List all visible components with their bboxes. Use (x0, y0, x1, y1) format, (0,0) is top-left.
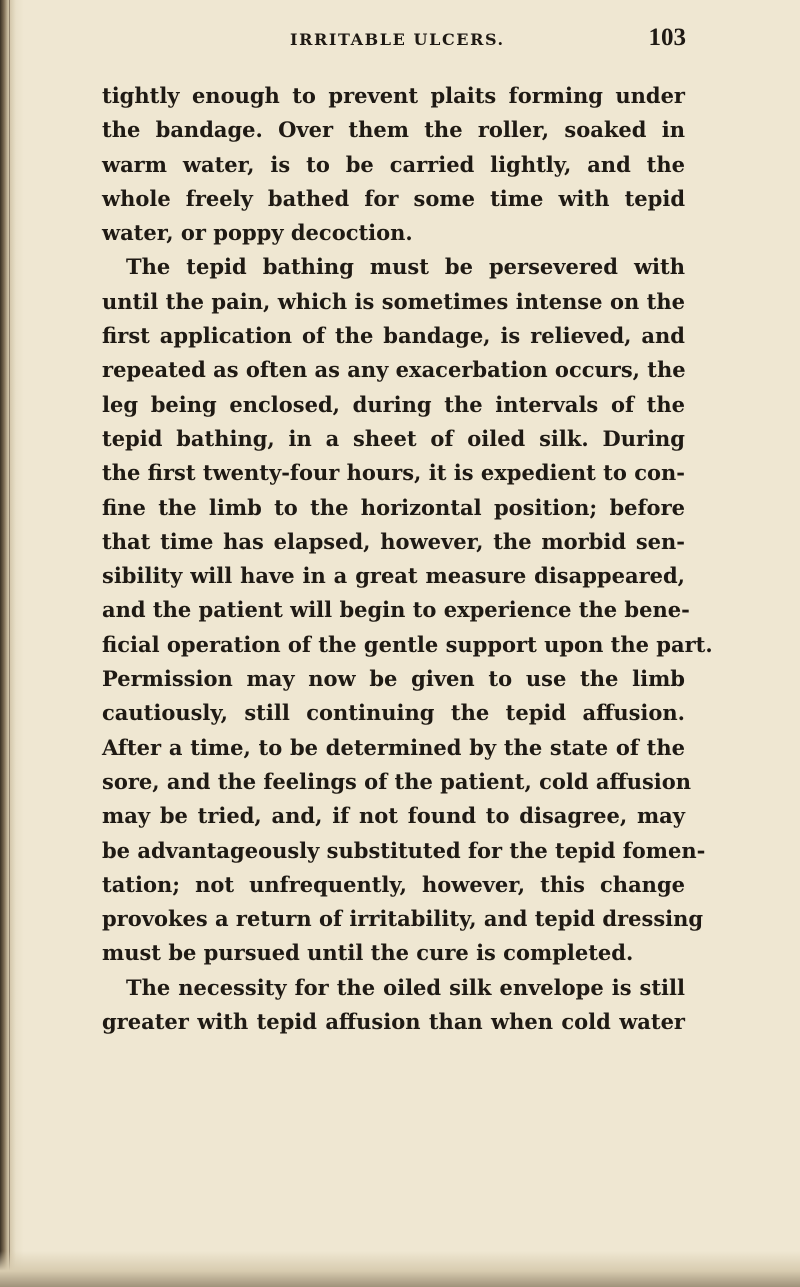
text-line: tightly enough to prevent plaits forming under (102, 83, 685, 108)
text-line: cautiously, still continuing the tepid affusion. (102, 700, 685, 726)
text-line: may be tried, and, if not found to disagree, may (102, 803, 685, 829)
text-line: and the patient will begin to experience the bene- (102, 597, 690, 623)
text-line: The necessity for the oiled silk envelope is still (126, 974, 685, 1000)
text-line: Permission may now be given to use the limb (102, 666, 685, 692)
text-line: warm water, is to be carried lightly, and the (102, 151, 685, 177)
text-line: be advantageously substituted for the tepid fomen- (102, 837, 706, 863)
text-line: After a time, to be determined by the state of the (102, 734, 685, 760)
text-line: tation; not unfrequently, however, this change (102, 871, 685, 897)
text-line: that time has elapsed, however, the morbid sen- (102, 528, 685, 554)
text-line: until the pain, which is sometimes intense on the (102, 288, 685, 314)
page-gutter (9, 0, 10, 1287)
text-line: must be pursued until the cure is completed. (102, 940, 634, 966)
body-text (102, 79, 713, 1039)
page-header (100, 20, 700, 60)
text-line: The tepid bathing must be persevered with (126, 254, 685, 280)
text-line: water, or poppy decoction. (102, 220, 413, 246)
text-line: whole freely bathed for some time with tepid (102, 185, 685, 211)
text-line: fine the limb to the horizontal position; before (102, 494, 685, 520)
page-number: 103 (648, 24, 686, 51)
text-line: first application of the bandage, is relieved, and (102, 323, 685, 349)
text-line: leg being enclosed, during the intervals of the (102, 391, 685, 417)
text-line: the first twenty-four hours, it is expedient to con- (102, 460, 685, 486)
running-head: IRRITABLE ULCERS. (290, 30, 505, 49)
text-line: greater with tepid affusion than when cold water (102, 1009, 685, 1035)
text-line: provokes a return of irritability, and tepid dressing (102, 906, 704, 932)
text-line: the bandage. Over them the roller, soaked in (102, 117, 685, 143)
text-line: repeated as often as any exacerbation occurs, the (102, 357, 686, 383)
text-line: sibility will have in a great measure disappeared, (102, 563, 685, 589)
text-line: tepid bathing, in a sheet of oiled silk. During (102, 425, 685, 451)
page-bottom-edge (0, 1251, 800, 1287)
text-line: sore, and the feelings of the patient, cold affusion (102, 768, 692, 794)
text-line: ficial operation of the gentle support upon the part. (102, 631, 713, 657)
